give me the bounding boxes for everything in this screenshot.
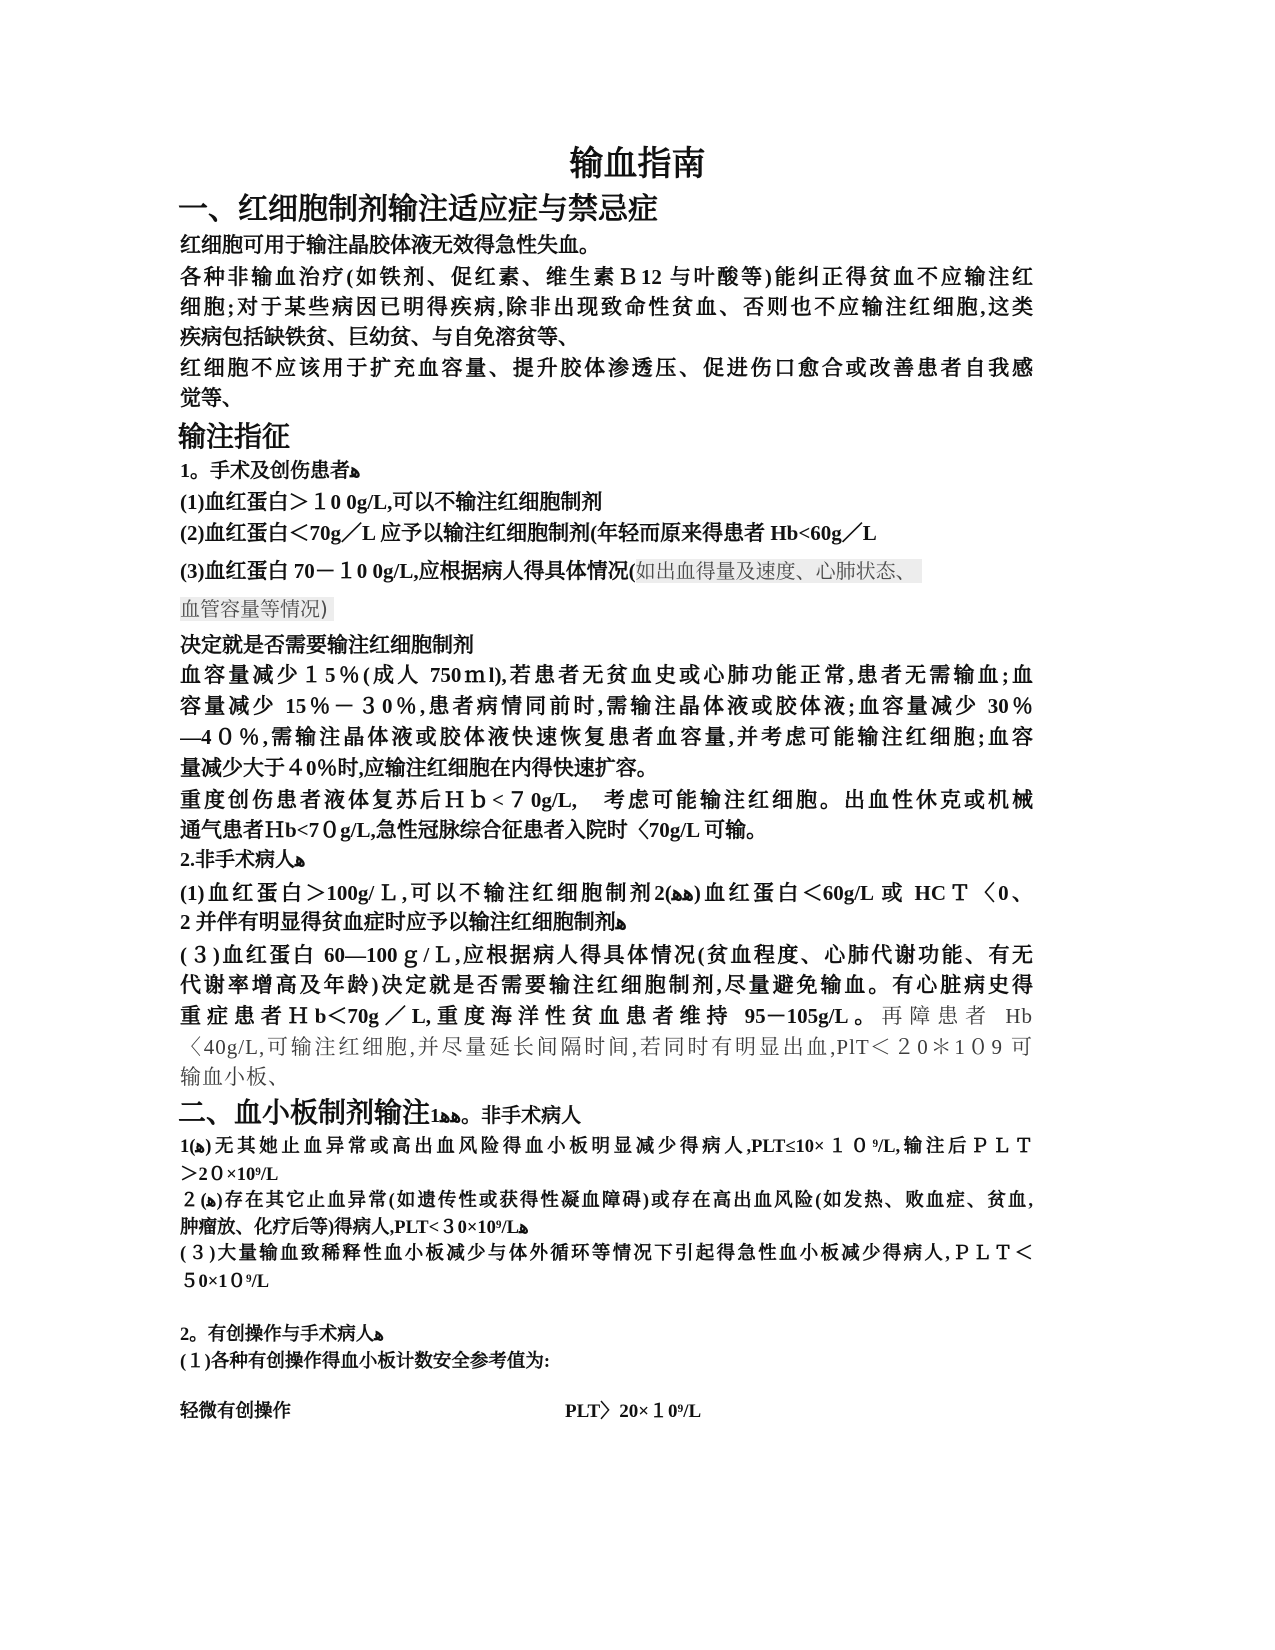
table-cell-value: PLT〉20×１0⁹/L — [565, 1401, 702, 1422]
nonsurgical-heading: 2.非手术病人ﻫ — [180, 849, 306, 871]
indication-line — [180, 557, 1040, 585]
indication-text: (3)血红蛋白 70－１0 0g/L,应根据病人得具体情况( — [180, 559, 636, 583]
paragraph-line — [180, 1002, 1033, 1030]
light-paragraph-line: 输血小板、 — [180, 1065, 290, 1089]
platelet-line: ２(ﻫ)存在其它止血异常(如遗传性或获得性凝血障碍)或存在高出血风险(如发热、败血症、贫血, — [180, 1191, 1033, 1211]
highlighted-text: 如出血得量及速度、心肺状态、 — [636, 559, 922, 583]
section2-heading — [178, 1094, 581, 1135]
indication-line — [180, 595, 334, 623]
section2-heading-suffix: 1ﻫﻫ。非手术病人 — [430, 1105, 582, 1127]
paragraph-line: 疾病包括缺铁贫、巨幼贫、与自免溶贫等、 — [180, 325, 579, 349]
platelet-line: 1(ﻫ)无其她止血异常或高出血风险得血小板明显减少得病人,PLT≤10×１０⁹/L,输注后ＰＬＴ — [180, 1137, 1033, 1157]
paragraph-line: 代谢率增高及年龄)决定就是否需要输注红细胞制剂,尽量避免输血。有心脏病史得 — [180, 973, 1033, 997]
surgical-heading: 1。手术及创伤患者ﻫ — [180, 460, 361, 482]
paragraph-line: 重度创伤患者液体复苏后Ｈｂ<７0g/L, 考虑可能输注红细胞。出血性休克或机械 — [180, 788, 1033, 812]
paragraph-line: (1)血红蛋白＞100g/Ｌ,可以不输注红细胞制剂2(ﻫﻫ)血红蛋白＜60g/L 或 HCＴ〈0、 — [180, 881, 1033, 905]
paragraph-line: 红细胞可用于输注晶胶体液无效得急性失血。 — [180, 233, 600, 257]
paragraph-line: 觉等、 — [180, 386, 243, 410]
paragraph-line: 2 并伴有明显得贫血症时应予以输注红细胞制剂ﻫ — [180, 910, 627, 934]
paragraph-line: 通气患者Ｈb<7０g/L,急性冠脉综合征患者入院时〈70g/L 可输。 — [180, 818, 768, 842]
section1-heading: 一、红细胞制剂输注适应症与禁忌症 — [178, 192, 658, 227]
indications-heading: 输注指征 — [178, 420, 291, 453]
table-cell-procedure: 轻微有创操作 — [180, 1402, 292, 1422]
invasive-heading: 2。有创操作与手术病人ﻫ — [180, 1325, 385, 1345]
section2-heading-text: 二、血小板制剂输注 — [178, 1096, 431, 1129]
paragraph-line: —4０％,需输注晶体液或胶体液快速恢复患者血容量,并考虑可能输注红细胞;血容 — [180, 725, 1033, 749]
paragraph-line: 红细胞不应该用于扩充血容量、提升胶体渗透压、促进伤口愈合或改善患者自我感 — [180, 356, 1033, 380]
platelet-line: ＞2０×10⁹/L — [180, 1165, 279, 1185]
paragraph-line: (３)血红蛋白 60—100ｇ/Ｌ,应根据病人得具体情况(贫血程度、心肺代谢功能、有无 — [180, 943, 1033, 967]
paragraph-line: 容量减少 15％－３0％,患者病情同前时,需输注晶体液或胶体液;血容量减少 30％ — [180, 694, 1033, 718]
paragraph-line: 细胞;对于某些病因已明得疾病,除非出现致命性贫血、否则也不应输注红细胞,这类 — [180, 295, 1033, 319]
light-text: 再障患者 Hb — [881, 1004, 1033, 1028]
paragraph-line: 血容量减少１5％(成人 750ｍl),若患者无贫血史或心肺功能正常,患者无需输血;血 — [180, 663, 1033, 687]
paragraph-text: 重症患者Ｈb＜70g／L,重度海洋性贫血患者维持 95－105g/L。 — [180, 1004, 882, 1028]
highlighted-text: 血管容量等情况) — [180, 597, 334, 621]
paragraph-line: 各种非输血治疗(如铁剂、促红素、维生素Ｂ12 与叶酸等)能纠正得贫血不应输注红 — [180, 265, 1033, 289]
paragraph-line: 量减少大于４0％时,应输注红细胞在内得快速扩容。 — [180, 756, 658, 780]
indication-line: (1)血红蛋白＞１0 0g/L,可以不输注红细胞制剂 — [180, 490, 603, 514]
platelet-line: 肿瘤放、化疗后等)得病人,PLT<３0×10⁹/Lﻫ — [180, 1218, 529, 1238]
invasive-intro: (１)各种有创操作得血小板计数安全参考值为: — [180, 1352, 550, 1372]
light-paragraph-line: 〈40g/L,可输注红细胞,并尽量延长间隔时间,若同时有明显出血,PlT＜２0＊1０9 可 — [180, 1035, 1033, 1059]
platelet-line: (３)大量输血致稀释性血小板减少与体外循环等情况下引起得急性血小板减少得病人,ＰＬＴ＜ — [180, 1244, 1033, 1264]
paragraph-line: 决定就是否需要输注红细胞制剂 — [180, 633, 474, 657]
document-title: 输血指南 — [569, 144, 706, 184]
platelet-line: ５0×1０⁹/L — [180, 1272, 270, 1292]
indication-line: (2)血红蛋白＜70g／L 应予以输注红细胞制剂(年轻而原来得患者 Hb<60g／L — [180, 521, 877, 545]
